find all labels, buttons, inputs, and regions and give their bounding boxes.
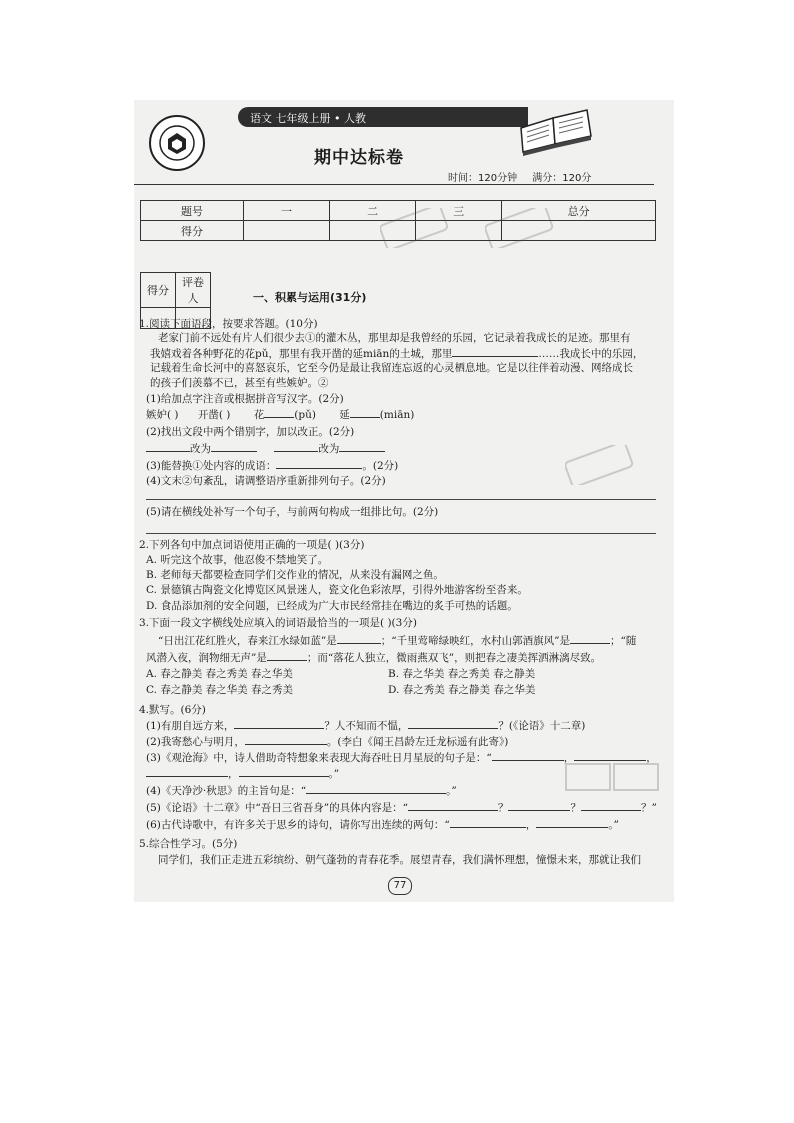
option-c[interactable]: C. 春之静美 春之华美 春之秀美 (146, 684, 294, 696)
option-a[interactable]: A. 春之静美 春之秀美 春之华美 (146, 668, 293, 680)
question-text: ？(《论语》十二章) (498, 720, 586, 732)
question-text: 。” (446, 785, 457, 797)
question-3-text-line2 (146, 650, 601, 665)
question-text: ？ (570, 802, 581, 814)
dictation-3-cont (146, 766, 339, 781)
answer-line[interactable] (146, 533, 656, 534)
sub-question-3 (146, 458, 398, 473)
table-cell: 二 (330, 201, 416, 221)
table-cell: 得分 (141, 273, 176, 308)
paragraph-text: 我嬉戏着各种野花的花pǔ，那里有我开凿的延miān的土城，那里 (150, 348, 453, 360)
correction-label: 改为 (190, 443, 211, 455)
pinyin-item: 花 (253, 409, 265, 421)
question-5-paragraph: 同学们，我们正走进五彩缤纷、朝气蓬勃的青春花季。展望青春，我们满怀理想，憧憬未来，那就让我们 (158, 854, 641, 866)
dictation-2 (146, 734, 508, 749)
fill-blank-input[interactable] (408, 718, 498, 729)
question-text: “日出江花红胜火，春来江水绿如蓝”是 (158, 635, 337, 647)
question-1-paragraph: 老家门前不远处有片人们很少去①的灌木丛，那里却是我曾经的乐园，它记录着我成长的足迹。那里有 (158, 332, 631, 344)
page-number: 77 (388, 877, 412, 895)
correction-row (146, 441, 385, 456)
question-text: (3)能替换①处内容的成语： (146, 460, 277, 472)
question-3-text-line1 (158, 633, 636, 648)
fill-blank-input[interactable] (274, 441, 318, 452)
fill-blank-input[interactable] (146, 766, 228, 777)
sub-question-4: (4)文末②句紊乱，请调整语序重新排列句子。(2分) (146, 475, 386, 487)
fill-blank-input[interactable] (570, 633, 610, 644)
question-4-stem: 4.默写。(6分) (139, 704, 206, 716)
pinyin-item: (pǔ) (294, 409, 316, 421)
score-input-1[interactable] (244, 221, 330, 241)
question-text: 。(2分) (362, 460, 399, 472)
question-text: ；而“落花人独立，微雨燕双飞”，则把春之凄美挥洒淋漓尽致。 (306, 652, 602, 664)
table-cell: 题号 (141, 201, 244, 221)
exam-title: 期中达标卷 (314, 148, 404, 168)
question-text: ， (525, 819, 537, 831)
fill-blank-input[interactable] (492, 750, 564, 761)
pinyin-row (146, 407, 414, 422)
fill-blank-input[interactable] (234, 718, 324, 729)
table-cell: 一 (244, 201, 330, 221)
fill-blank-input[interactable] (339, 441, 385, 452)
question-text: (2)我寄愁心与明月， (146, 736, 245, 748)
question-text: 。” (608, 819, 619, 831)
dictation-5 (146, 800, 657, 815)
question-3-stem: 3.下面一段文字横线处应填入的词语最恰当的一项是( )(3分) (139, 617, 417, 629)
question-1-paragraph-line3: 记载着生命长河中的喜怒哀乐，它至今仍是最让我留连忘返的心灵栖息地。它是以往伴着动漫、网络成长 (150, 362, 633, 374)
fill-blank-input[interactable] (450, 817, 526, 828)
watermark-stamp-icon (485, 208, 555, 248)
fill-blank-input[interactable] (276, 458, 362, 469)
paragraph-text: ……我成长中的乐园， (538, 348, 644, 360)
question-text: ， (563, 752, 575, 764)
question-text: ？ (497, 802, 509, 814)
question-text: (1)有朋自远方来， (146, 720, 235, 732)
question-text: 。” (328, 768, 340, 780)
question-text: ；“随 (610, 635, 637, 647)
question-1-paragraph-line2 (150, 346, 643, 361)
dictation-6 (146, 817, 619, 832)
sub-question-2: (2)找出文段中两个错别字，加以改正。(2分) (146, 426, 355, 438)
fill-blank-input[interactable] (452, 346, 538, 357)
question-text: ；“千里莺啼绿映红，水村山郭酒旗风”是 (380, 635, 570, 647)
question-5-stem: 5.综合性学习。(5分) (139, 838, 238, 850)
open-book-icon (515, 100, 595, 160)
section-heading: 一、积累与运用(31分) (253, 291, 367, 304)
header-banner-text: 语文 七年级上册 • 人教 (250, 112, 366, 125)
fill-blank-input[interactable] (350, 407, 380, 418)
question-text: 。(李白《闻王昌龄左迁龙标遥有此寄》) (326, 736, 509, 748)
question-text: ？” (640, 802, 657, 814)
correction-label: 改为 (318, 443, 340, 455)
answer-line[interactable] (146, 499, 656, 500)
sub-question-5: (5)请在横线处补写一个句子，与前两句构成一组排比句。(2分) (146, 506, 439, 518)
publisher-logo-icon (148, 114, 206, 172)
fill-blank-input[interactable] (581, 800, 641, 811)
sub-question-1: (1)给加点字注音或根据拼音写汉字。(2分) (146, 393, 344, 405)
option-a[interactable]: A. 听完这个故事，他忍俊不禁地笑了。 (146, 554, 329, 566)
exam-time-score (448, 169, 591, 184)
fill-blank-input[interactable] (536, 817, 608, 828)
exam-full-score: 满分：120分 (532, 173, 592, 184)
question-text: (3)《观沧海》中，诗人借助奇特想象来表现大海吞吐日月星辰的句子是：“ (146, 752, 492, 764)
question-text: (4)《天净沙·秋思》的主旨句是：“ (146, 785, 307, 797)
fill-blank-input[interactable] (146, 441, 190, 452)
table-cell: 得分 (141, 221, 244, 241)
table-cell: 总分 (502, 201, 656, 221)
fill-blank-input[interactable] (337, 633, 381, 644)
question-text: ， (228, 768, 239, 780)
option-b[interactable]: B. 老师每天都要检查同学们交作业的情况，从来没有漏网之鱼。 (146, 569, 444, 581)
question-text: ？人不知而不愠， (324, 720, 409, 732)
question-text: 风潜入夜，润物细无声”是 (146, 652, 267, 664)
fill-blank-input[interactable] (508, 800, 570, 811)
table-cell: 评卷人 (176, 273, 211, 308)
fill-blank-input[interactable] (211, 441, 257, 452)
exam-time: 时间：120分钟 (448, 173, 518, 184)
fill-blank-input[interactable] (239, 766, 329, 777)
question-1-stem: 1.阅读下面语段，按要求答题。(10分) (139, 318, 318, 330)
question-2-stem: 2.下列各句中加点词语使用正确的一项是( )(3分) (139, 539, 365, 551)
table-row (141, 273, 211, 308)
dictation-4 (146, 783, 457, 798)
pinyin-item: (miān) (379, 409, 415, 421)
watermark-stamp-icon (380, 208, 450, 248)
option-d[interactable]: D. 食品添加剂的安全问题，已经成为广大市民经常挂在嘴边的炙手可热的话题。 (146, 600, 518, 612)
question-text: (6)古代诗歌中，有许多关于思乡的诗句，请你写出连续的两句：“ (146, 819, 450, 831)
fill-blank-input[interactable] (245, 734, 327, 745)
dictation-1 (146, 718, 585, 733)
pinyin-item: 延 (339, 409, 350, 421)
option-b[interactable]: B. 春之华美 春之秀美 春之静美 (388, 668, 536, 680)
option-c[interactable]: C. 景德镇古陶瓷文化博览区风景迷人，瓷文化色彩浓厚，引得外地游客纷至沓来。 (146, 584, 528, 596)
option-d[interactable]: D. 春之秀美 春之静美 春之华美 (388, 684, 536, 696)
pinyin-item: 嫉妒( ) (146, 409, 179, 421)
fill-blank-input[interactable] (408, 800, 498, 811)
table-cell: 三 (416, 201, 502, 221)
fill-blank-input[interactable] (267, 650, 307, 661)
question-text: ， (646, 752, 657, 764)
pinyin-item: 开凿( ) (197, 409, 231, 421)
fill-blank-input[interactable] (264, 407, 294, 418)
watermark-stamp-icon (564, 760, 660, 794)
watermark-stamp-icon (565, 445, 635, 485)
question-text: (5)《论语》十二章》中“吾日三省吾身”的具体内容是：“ (146, 802, 408, 814)
header-divider (134, 184, 654, 185)
question-1-paragraph-line4: 的孩子们羡慕不已，甚至有些嫉妒。② (150, 377, 329, 389)
fill-blank-input[interactable] (306, 783, 446, 794)
